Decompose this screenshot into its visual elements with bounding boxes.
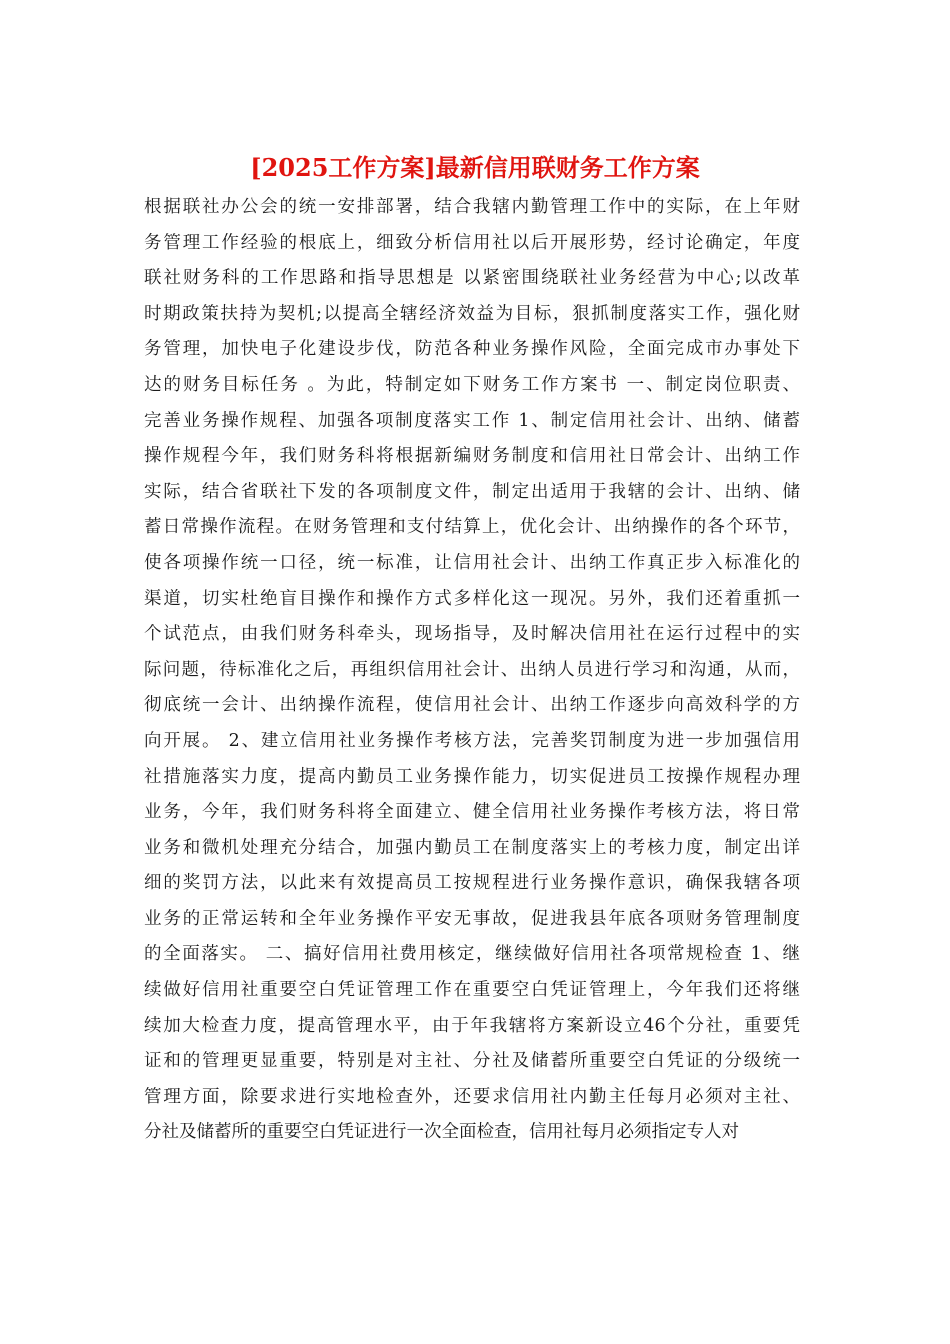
body-line: 分社及储蓄所的重要空白凭证进行一次全面检查，信用社每月必须指定专人对 xyxy=(144,1122,739,1143)
body-line: 业务的正常运转和全年业务操作平安无事故，促进我县年底各项财务管理制度 xyxy=(144,908,800,929)
body-line: 达的财务目标任务 。为此，特制定如下财务工作方案书 一、制定岗位职责、 xyxy=(144,374,800,395)
body-line: 个试范点，由我们财务科牵头，现场指导，及时解决信用社在运行过程中的实 xyxy=(144,624,800,645)
body-line: 证和的管理更显重要，特别是对主社、分社及储蓄所重要空白凭证的分级统一 xyxy=(144,1051,800,1072)
document-body xyxy=(144,190,800,1151)
body-line: 蓄日常操作流程。在财务管理和支付结算上，优化会计、出纳操作的各个环节， xyxy=(144,517,800,538)
body-line: 向开展。 2、建立信用社业务操作考核方法，完善奖罚制度为进一步加强信用 xyxy=(144,730,800,751)
body-line: 际问题，待标准化之后，再组织信用社会计、出纳人员进行学习和沟通，从而， xyxy=(144,659,800,680)
body-line: 彻底统一会计、出纳操作流程，使信用社会计、出纳工作逐步向高效科学的方 xyxy=(144,695,800,716)
body-line: 完善业务操作规程、加强各项制度落实工作 1、制定信用社会计、出纳、储蓄 xyxy=(144,410,800,431)
body-line: 务管理，加快电子化建设步伐，防范各种业务操作风险，全面完成市办事处下 xyxy=(144,339,800,360)
body-line: 时期政策扶持为契机;以提高全辖经济效益为目标，狠抓制度落实工作，强化财 xyxy=(144,303,800,324)
body-line: 续加大检查力度，提高管理水平，由于年我辖将方案新设立46个分社，重要凭 xyxy=(144,1015,800,1036)
body-line: 业务和微机处理充分结合，加强内勤员工在制度落实上的考核力度，制定出详 xyxy=(144,837,800,858)
body-line: 管理方面，除要求进行实地检查外，还要求信用社内勤主任每月必须对主社、 xyxy=(144,1086,800,1107)
body-line: 业务，今年，我们财务科将全面建立、健全信用社业务操作考核方法，将日常 xyxy=(144,802,800,823)
body-line: 渠道，切实杜绝盲目操作和操作方式多样化这一现况。另外，我们还着重抓一 xyxy=(144,588,800,609)
body-line: 细的奖罚方法，以此来有效提高员工按规程进行业务操作意识，确保我辖各项 xyxy=(144,873,800,894)
body-line: 根据联社办公会的统一安排部署，结合我辖内勤管理工作中的实际，在上年财 xyxy=(144,197,800,217)
body-line: 操作规程今年，我们财务科将根据新编财务制度和信用社日常会计、出纳工作 xyxy=(144,446,800,467)
body-line: 使各项操作统一口径，统一标准，让信用社会计、出纳工作真正步入标准化的 xyxy=(144,552,800,573)
body-line: 务管理工作经验的根底上，细致分析信用社以后开展形势，经讨论确定，年度 xyxy=(144,232,800,253)
body-line: 的全面落实。 二、搞好信用社费用核定，继续做好信用社各项常规检查 1、继 xyxy=(144,944,800,965)
body-line: 实际，结合省联社下发的各项制度文件，制定出适用于我辖的会计、出纳、储 xyxy=(144,481,800,502)
body-line: 联社财务科的工作思路和指导思想是 以紧密围绕联社业务经营为中心;以改革 xyxy=(144,268,800,289)
body-line: 社措施落实力度，提高内勤员工业务操作能力，切实促进员工按操作规程办理 xyxy=(144,766,800,787)
body-line: 续做好信用社重要空白凭证管理工作在重要空白凭证管理上，今年我们还将继 xyxy=(144,980,800,1001)
document-title: [2025工作方案]最新信用联财务工作方案 xyxy=(250,153,700,182)
